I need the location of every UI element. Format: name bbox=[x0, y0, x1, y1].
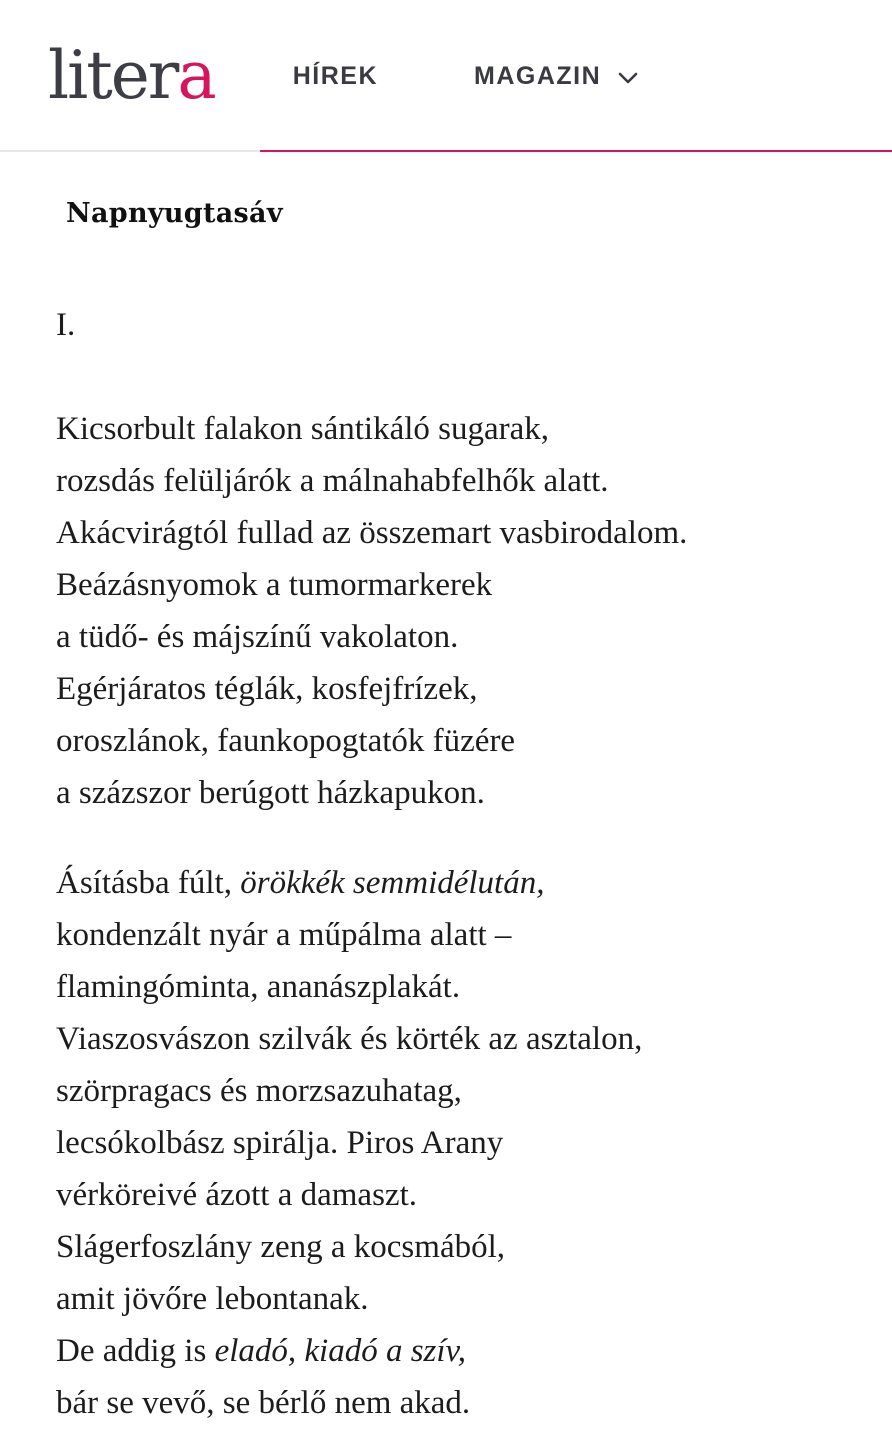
site-header bbox=[0, 0, 892, 152]
nav-item-label: HÍREK bbox=[292, 61, 379, 90]
chevron-down-icon bbox=[617, 67, 639, 89]
header-accent-divider bbox=[260, 150, 892, 152]
logo-accent-a: a bbox=[177, 37, 215, 114]
litera-logo[interactable] bbox=[48, 37, 215, 114]
article-body bbox=[0, 152, 892, 1429]
poem-stanza-2: Ásításba fúlt, örökkék semmidélután, kondenzált nyár a műpálma alatt – flamingóminta, ananászplakát. Viaszosvászon szilvák és körték az asztalon, szörpragacs és morzsazuhatag, lecsókolbász spirálja. Piros Arany vérköreivé ázott a damaszt. Slágerfoszlány zeng a kocsmából, amit jövőre lebontanak. De addig is eladó, kiadó a szív, bár se vevő, se bérlő nem akad. bbox=[56, 865, 643, 1421]
nav-item-label: MAGAZIN bbox=[474, 61, 602, 90]
main-nav bbox=[293, 62, 639, 91]
nav-item-magazin[interactable] bbox=[474, 62, 639, 91]
poem-stanza-numeral: I. bbox=[56, 307, 76, 343]
logo-text: liter bbox=[48, 37, 178, 114]
poem-text bbox=[56, 299, 836, 1429]
poem-stanza-1: Kicsorbult falakon sántikáló sugarak, rozsdás felüljárók a málnahabfelhők alatt. Akácvirágtól fullad az összemart vasbirodalom. Beázásnyomok a tumormarkerek a tüdő- és májszínű vakolaton. Egérjáratos téglák, kosfejfrízek, oroszlánok, faunkopogtatók füzére a százszor berúgott házkapukon. bbox=[56, 411, 688, 811]
page-title: Napnyugtasáv bbox=[66, 198, 283, 229]
nav-item-hirek[interactable] bbox=[293, 62, 378, 91]
